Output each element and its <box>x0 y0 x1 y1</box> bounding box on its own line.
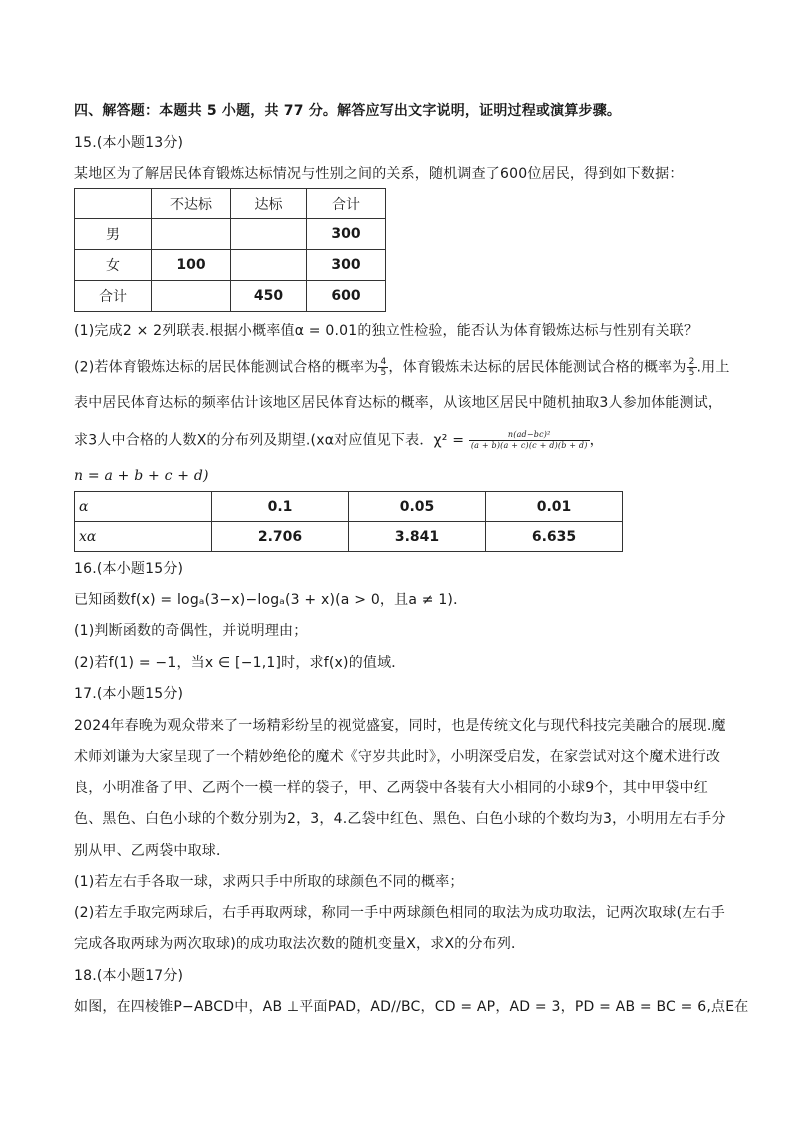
q15-part2-line1 <box>74 357 730 378</box>
table-cell: 300 <box>307 219 386 250</box>
table-cell <box>231 219 307 250</box>
table-row <box>75 522 623 552</box>
table-cell: 300 <box>307 250 386 281</box>
table-cell: 600 <box>307 281 386 312</box>
q15-heading <box>74 133 724 153</box>
q15-part2-line3 <box>74 430 724 451</box>
q17-text-line: 别从甲、乙两袋中取球． <box>74 843 231 859</box>
q16-number: 16. <box>74 561 97 577</box>
fraction <box>378 357 388 378</box>
q16-intro: 已知函数f(x) = logₐ(3−x)−logₐ(3 + x)(a > 0，且a ≠ 1)． <box>74 592 468 608</box>
table-cell: 0.1 <box>212 492 349 522</box>
q15-part2-text: .用上 <box>696 359 730 376</box>
q15-part1: (1)完成2 × 2列联表.根据小概率值α = 0.01的独立性检验，能否认为体育锻炼达标与性别有关联？ <box>74 323 699 339</box>
fraction-numerator: n(ad−bc)² <box>469 430 590 441</box>
q15-part2-line4: n = a + b + c + d) <box>74 468 209 484</box>
fraction-denominator: 5 <box>688 368 695 378</box>
table-header-cell: 达标 <box>231 189 307 219</box>
table-cell: 100 <box>152 250 231 281</box>
table-row <box>75 492 623 522</box>
table-row <box>75 281 386 312</box>
q18-score: (本小题17分) <box>96 968 184 984</box>
table-cell: 6.635 <box>486 522 623 552</box>
table-header-cell <box>75 189 152 219</box>
table-header-cell: 合计 <box>307 189 386 219</box>
table-cell <box>152 281 231 312</box>
fraction-numerator: 4 <box>380 357 387 367</box>
q17-text-line: 术师刘谦为大家呈现了一个精妙绝伦的魔术《守岁共此时》，小明深受启发，在家尝试对这个魔术进行改 <box>74 749 721 765</box>
table-cell: 0.01 <box>486 492 623 522</box>
q16-heading <box>74 559 724 579</box>
q15-number: 15. <box>74 135 97 151</box>
table-cell: 3.841 <box>349 522 486 552</box>
q15-part2-text: ， <box>589 432 604 449</box>
critical-value-table <box>74 491 623 552</box>
q16-score: (本小题15分) <box>96 561 184 577</box>
chi-square-formula <box>469 430 590 451</box>
q17-text-line: 2024年春晚为观众带来了一场精彩纷呈的视觉盛宴，同时，也是传统文化与现代科技完美融合的展现.魔 <box>74 718 726 734</box>
q15-part2-line2: 表中居民体育达标的频率估计该地区居民体育达标的概率，从该地区居民中随机抽取3人参加体能测试， <box>74 395 723 411</box>
q15-score: (本小题13分) <box>96 135 184 151</box>
q17-part1: (1)若左右手各取一球，求两只手中所取的球颜色不同的概率； <box>74 874 464 890</box>
q17-heading <box>74 684 724 704</box>
fraction-denominator: 5 <box>380 368 387 378</box>
q15-part2-text: ，体育锻炼未达标的居民体能测试合格的概率为 <box>388 359 687 376</box>
q16-part1: (1)判断函数的奇偶性，并说明理由； <box>74 623 308 639</box>
q17-part2-line2: 完成各取两球为两次取球)的成功取法次数的随机变量X，求X的分布列． <box>74 936 526 952</box>
table-header-cell: 不达标 <box>152 189 231 219</box>
table-cell: 450 <box>231 281 307 312</box>
section-header: 四、解答题：本题共 5 小题，共 77 分。解答应写出文字说明，证明过程或演算步骤。 <box>74 103 622 119</box>
q17-score: (本小题15分) <box>96 686 184 702</box>
q16-part2: (2)若f(1) = −1，当x ∈ [−1,1]时，求f(x)的值域． <box>74 655 406 671</box>
fraction-numerator: 2 <box>688 357 695 367</box>
table-cell: 0.05 <box>349 492 486 522</box>
table-cell <box>152 219 231 250</box>
table-cell: xα <box>75 522 212 552</box>
q15-intro: 某地区为了解居民体育锻炼达标情况与性别之间的关系，随机调查了600位居民，得到如下数据： <box>74 166 684 182</box>
table-cell: 合计 <box>75 281 152 312</box>
fraction-denominator: (a + b)(a + c)(c + d)(b + d) <box>470 441 588 450</box>
q17-text-line: 良，小明准备了甲、乙两个一模一样的袋子，甲、乙两袋中各装有大小相同的小球9个，其中甲袋中红 <box>74 780 708 796</box>
q17-text-line: 色、黑色、白色小球的个数分别为2，3，4.乙袋中红色、黑色、白色小球的个数均为3，小明用左右手分 <box>74 811 726 827</box>
table-cell: 男 <box>75 219 152 250</box>
q18-heading <box>74 966 724 986</box>
q18-intro: 如图，在四棱锥P−ABCD中，AB ⊥平面PAD，AD//BC，CD = AP，AD = 3，PD = AB = BC = 6,点E在 <box>74 999 749 1015</box>
table-cell: α <box>75 492 212 522</box>
q15-part2-text: 求3人中合格的人数X的分布列及期望.(xα对应值见下表．χ² = <box>74 432 465 449</box>
table-cell: 2.706 <box>212 522 349 552</box>
table-row <box>75 250 386 281</box>
q15-part2-text: (2)若体育锻炼达标的居民体能测试合格的概率为 <box>74 359 379 376</box>
table-cell <box>231 250 307 281</box>
contingency-table <box>74 188 386 312</box>
fraction <box>687 357 697 378</box>
q17-part2-line1: (2)若左手取完两球后，右手再取两球，称同一手中两球颜色相同的取法为成功取法，记两次取球(左右手 <box>74 905 725 921</box>
table-cell: 女 <box>75 250 152 281</box>
table-row <box>75 219 386 250</box>
q17-number: 17. <box>74 686 97 702</box>
q18-number: 18. <box>74 968 97 984</box>
